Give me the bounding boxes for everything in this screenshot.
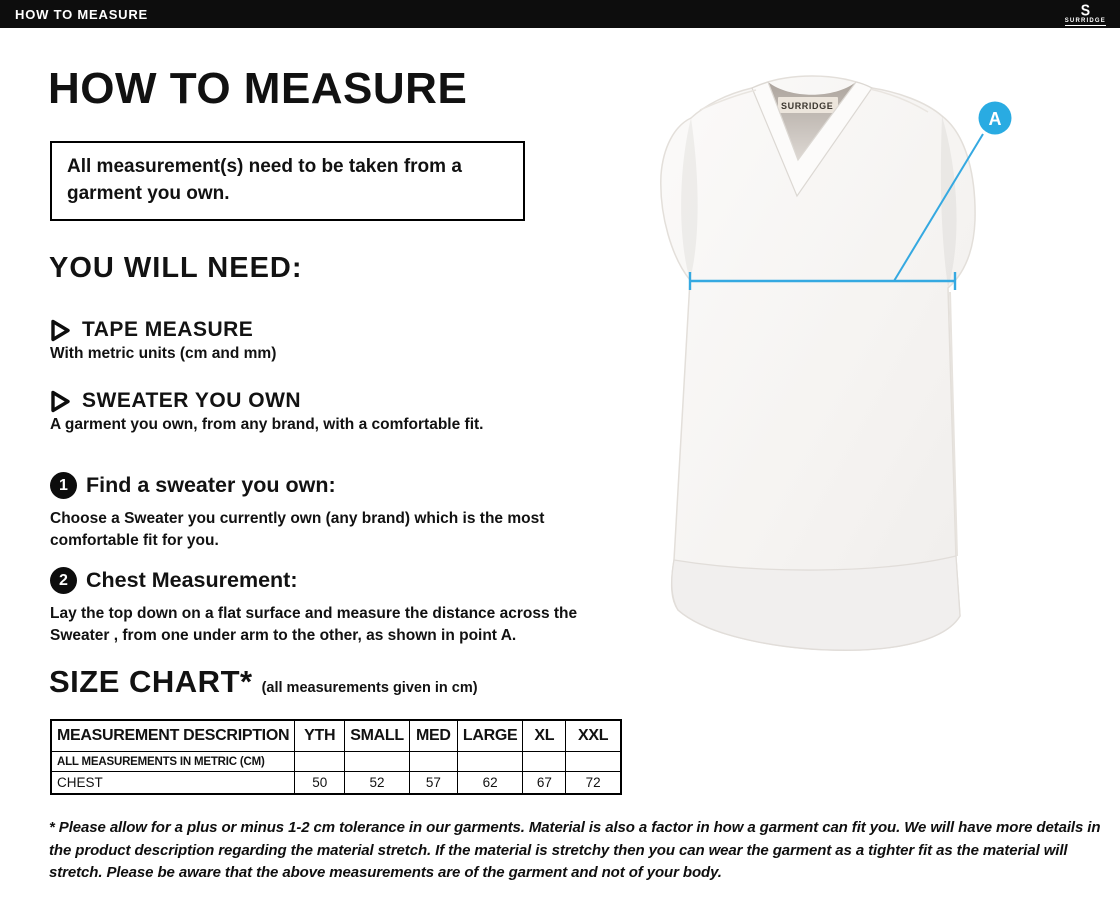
- surridge-logo: [1064, 0, 1120, 26]
- need-item-label: TAPE MEASURE: [82, 318, 254, 341]
- cell-value: 62: [457, 772, 523, 795]
- column-header: YTH: [295, 720, 345, 752]
- top-bar: [0, 0, 1120, 28]
- cell-value: 67: [523, 772, 566, 795]
- garment-figure: [600, 50, 1030, 675]
- step-1: [50, 472, 582, 553]
- top-bar-title: HOW TO MEASURE: [15, 6, 149, 22]
- surridge-logo-icon: S: [1080, 0, 1091, 19]
- cell-value: 52: [345, 772, 410, 795]
- surridge-logo-text: SURRIDGE: [1064, 17, 1106, 24]
- cell-value: 57: [409, 772, 457, 795]
- size-chart-title: SIZE CHART*: [49, 664, 253, 699]
- column-header: MEASUREMENT DESCRIPTION: [51, 720, 295, 752]
- step-2: [50, 567, 598, 648]
- step-number-badge: 2: [50, 567, 77, 594]
- you-will-need-heading: YOU WILL NEED:: [49, 252, 303, 284]
- column-header: MED: [409, 720, 457, 752]
- triangle-bullet-icon: [50, 390, 71, 413]
- need-item-label: SWEATER YOU OWN: [82, 389, 302, 412]
- need-item-sweater: [50, 389, 483, 434]
- column-header: LARGE: [457, 720, 523, 752]
- tolerance-disclaimer: * Please allow for a plus or minus 1-2 cm tolerance in our garments. Material is also a factor in how a garment can fit you. We will have more details in the product description regarding the material stretch. If the material is stretchy then you can wear the garment as a tighter fit as the material will stretch. Please be aware that the above measurements are of the garment and not of your body.: [49, 819, 1101, 881]
- point-a-marker: [979, 102, 1012, 135]
- size-chart-subtitle: (all measurements given in cm): [261, 680, 478, 696]
- row-label: ALL MEASUREMENTS IN METRIC (CM): [51, 752, 295, 772]
- step-title: Find a sweater you own:: [86, 473, 336, 497]
- size-chart-table: [50, 719, 622, 795]
- table-row: [51, 772, 621, 795]
- triangle-bullet-icon: [50, 319, 71, 342]
- point-a-label: A: [988, 109, 1002, 129]
- step-description: Choose a Sweater you currently own (any brand) which is the most comfortable fit for you.: [50, 510, 545, 550]
- neck-label-text: SURRIDGE: [781, 101, 834, 111]
- column-header: XL: [523, 720, 566, 752]
- cell-value: 50: [295, 772, 345, 795]
- measurement-notice: All measurement(s) need to be taken from a garment you own.: [50, 141, 525, 221]
- sweater-vest-image: [661, 76, 975, 650]
- need-item-description: A garment you own, from any brand, with a comfortable fit.: [50, 416, 484, 433]
- step-title: Chest Measurement:: [86, 568, 298, 592]
- page-title: HOW TO MEASURE: [48, 64, 468, 113]
- table-row: [51, 752, 621, 772]
- need-item-description: With metric units (cm and mm): [50, 345, 277, 362]
- column-header: SMALL: [345, 720, 410, 752]
- step-number-badge: 1: [50, 472, 77, 499]
- need-item-tape-measure: [50, 318, 276, 363]
- row-label: CHEST: [51, 772, 295, 795]
- cell-value: 72: [566, 772, 621, 795]
- column-header: XXL: [566, 720, 621, 752]
- table-header-row: [51, 720, 621, 752]
- size-chart-heading-row: [49, 664, 478, 700]
- step-description: Lay the top down on a flat surface and measure the distance across the Sweater , from one under arm to the other, as shown in point A.: [50, 605, 578, 645]
